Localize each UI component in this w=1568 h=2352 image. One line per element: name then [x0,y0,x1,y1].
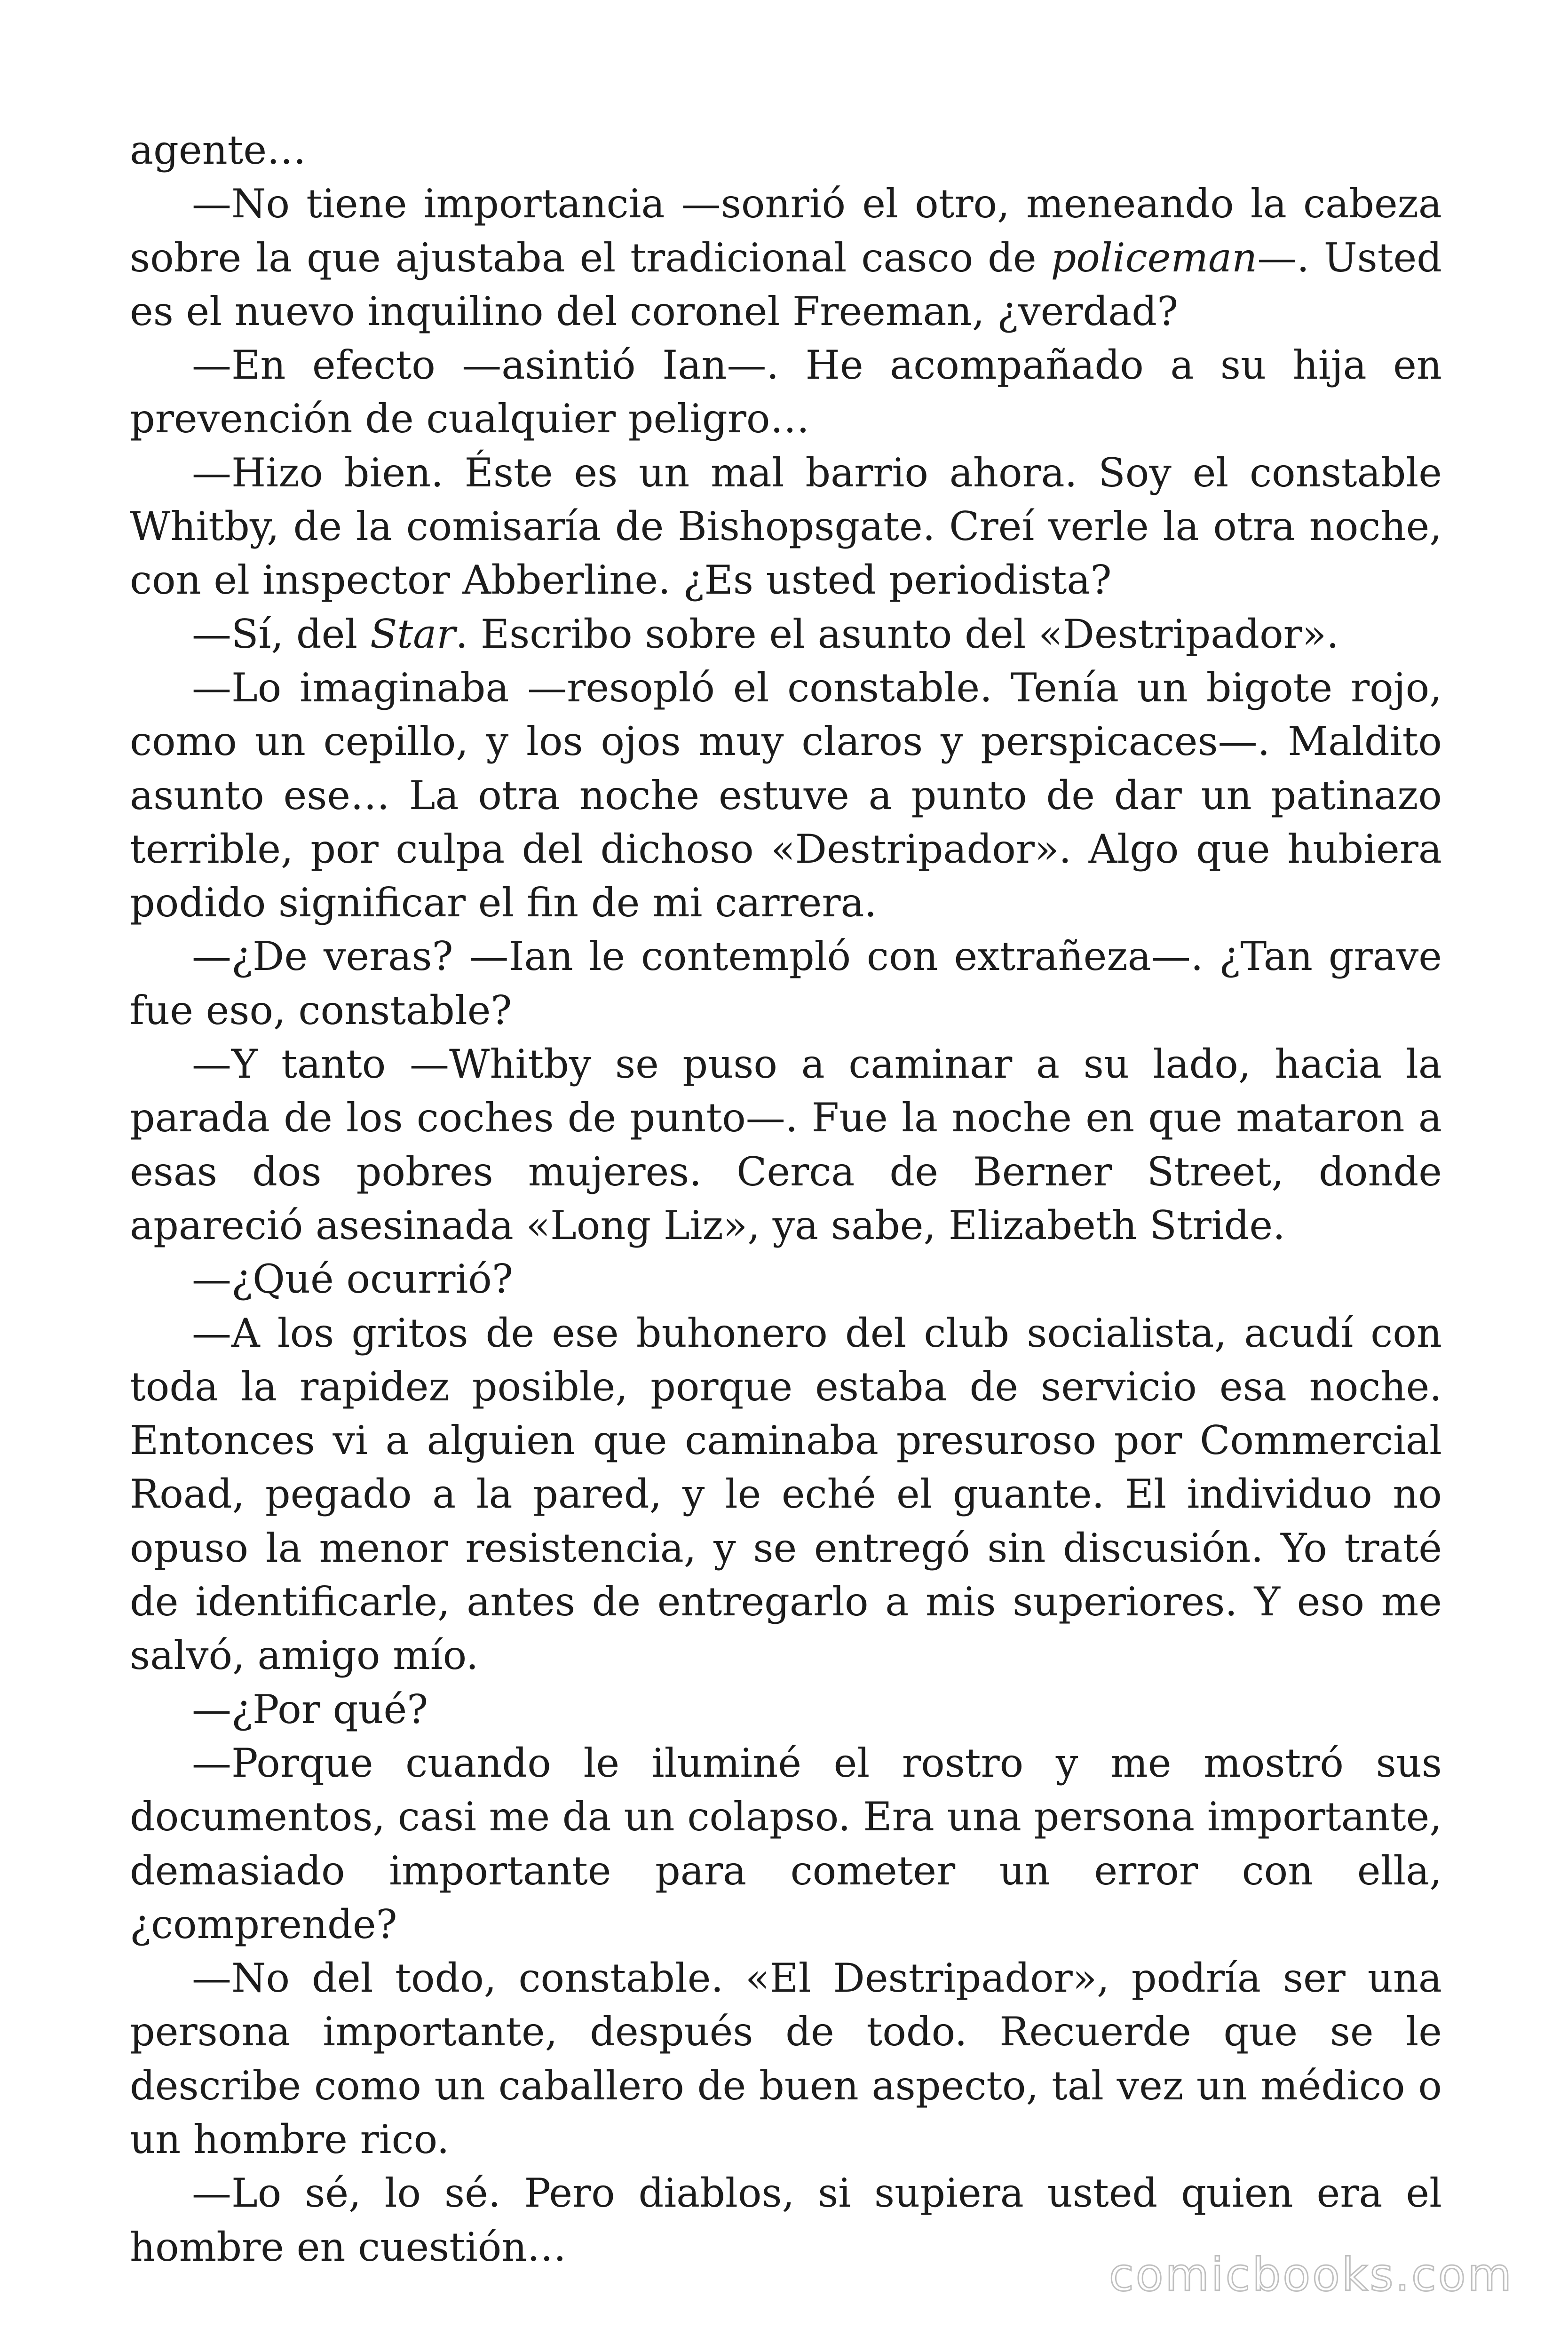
paragraph-11 [130,1683,1442,1736]
text-segment: —Y tanto —Whitby se puso a caminar a su lado, hacia la parada de los coches de punto—. Fue la noche en que mataron a esas dos pobres mujeres. Cerca de Berner Street, donde apareció asesinada «Long Liz», ya sabe, Elizabeth Stride. [130,1041,1442,1248]
text-segment: —¿Qué ocurrió? [192,1256,513,1303]
text-segment: —Lo sé, lo sé. Pero diablos, si supiera usted quien era el hombre en cuestión… [130,2170,1442,2270]
text-segment: —Hizo bien. Éste es un mal barrio ahora. Soy el constable Whitby, de la comisaría de Bishopsgate. Creí verle la otra noche, con el inspector Abberline. ¿Es usted periodista? [130,449,1442,604]
paragraph-5 [130,607,1442,661]
text-segment: agente… [130,127,307,173]
paragraph-12 [130,1736,1442,1951]
text-segment: —Lo imaginaba —resopló el constable. Tenía un bigote rojo, como un cepillo, y los ojos muy claros y perspicaces—. Maldito asunto ese… La otra noche estuve a punto de dar un patinazo terrible, por culpa del dichoso «Destripador». Algo que hubiera podido significar el fin de mi carrera. [130,664,1442,926]
paragraph-4 [130,446,1442,607]
italic-term: policeman [1051,234,1258,281]
paragraph-1 [130,123,1442,177]
text-segment: —No tiene importancia —sonrió el otro, meneando la cabeza sobre la que ajustaba el tradicional casco de [130,181,1442,281]
text-segment: . Escribo sobre el asunto del «Destripador». [455,611,1339,657]
paragraph-7 [130,930,1442,1037]
text-segment: —No del todo, constable. «El Destripador», podría ser una persona importante, después de todo. Recuerde que se le describe como un caballero de buen aspecto, tal vez un médico o un hombre rico. [130,1955,1442,2162]
text-segment: —En efecto —asintió Ian—. He acompañado a su hija en prevención de cualquier peligro… [130,342,1442,442]
page-text [130,123,1442,2274]
text-segment: —Porque cuando le iluminé el rostro y me mostró sus documentos, casi me da un colapso. Era una persona importante, demasiado importante para cometer un error con ella, ¿comprende? [130,1740,1442,1947]
paragraph-8 [130,1037,1442,1252]
text-segment: —¿Por qué? [192,1686,428,1732]
paragraph-6 [130,661,1442,930]
text-segment: —¿De veras? —Ian le contempló con extrañeza—. ¿Tan grave fue eso, constable? [130,933,1442,1033]
text-segment: —A los gritos de ese buhonero del club socialista, acudí con toda la rapidez posible, porque estaba de servicio esa noche. Entonces vi a alguien que caminaba presuroso por Commercial Road, pegado a la pared, y le eché el guante. El individuo no opuso la menor resistencia, y se entregó sin discusión. Yo traté de identificarle, antes de entregarlo a mis superiores. Y eso me salvó, amigo mío. [130,1310,1442,1679]
watermark: comicbooks.com [1109,2249,1513,2301]
paragraph-2 [130,177,1442,338]
text-segment: —. Usted es el nuevo inquilino del coronel Freeman, ¿verdad? [130,234,1442,334]
paragraph-13 [130,1951,1442,2166]
text-segment: —Sí, del [192,611,370,657]
paragraph-3 [130,338,1442,446]
paragraph-9 [130,1252,1442,1306]
italic-term: Star [370,611,456,657]
paragraph-10 [130,1306,1442,1683]
